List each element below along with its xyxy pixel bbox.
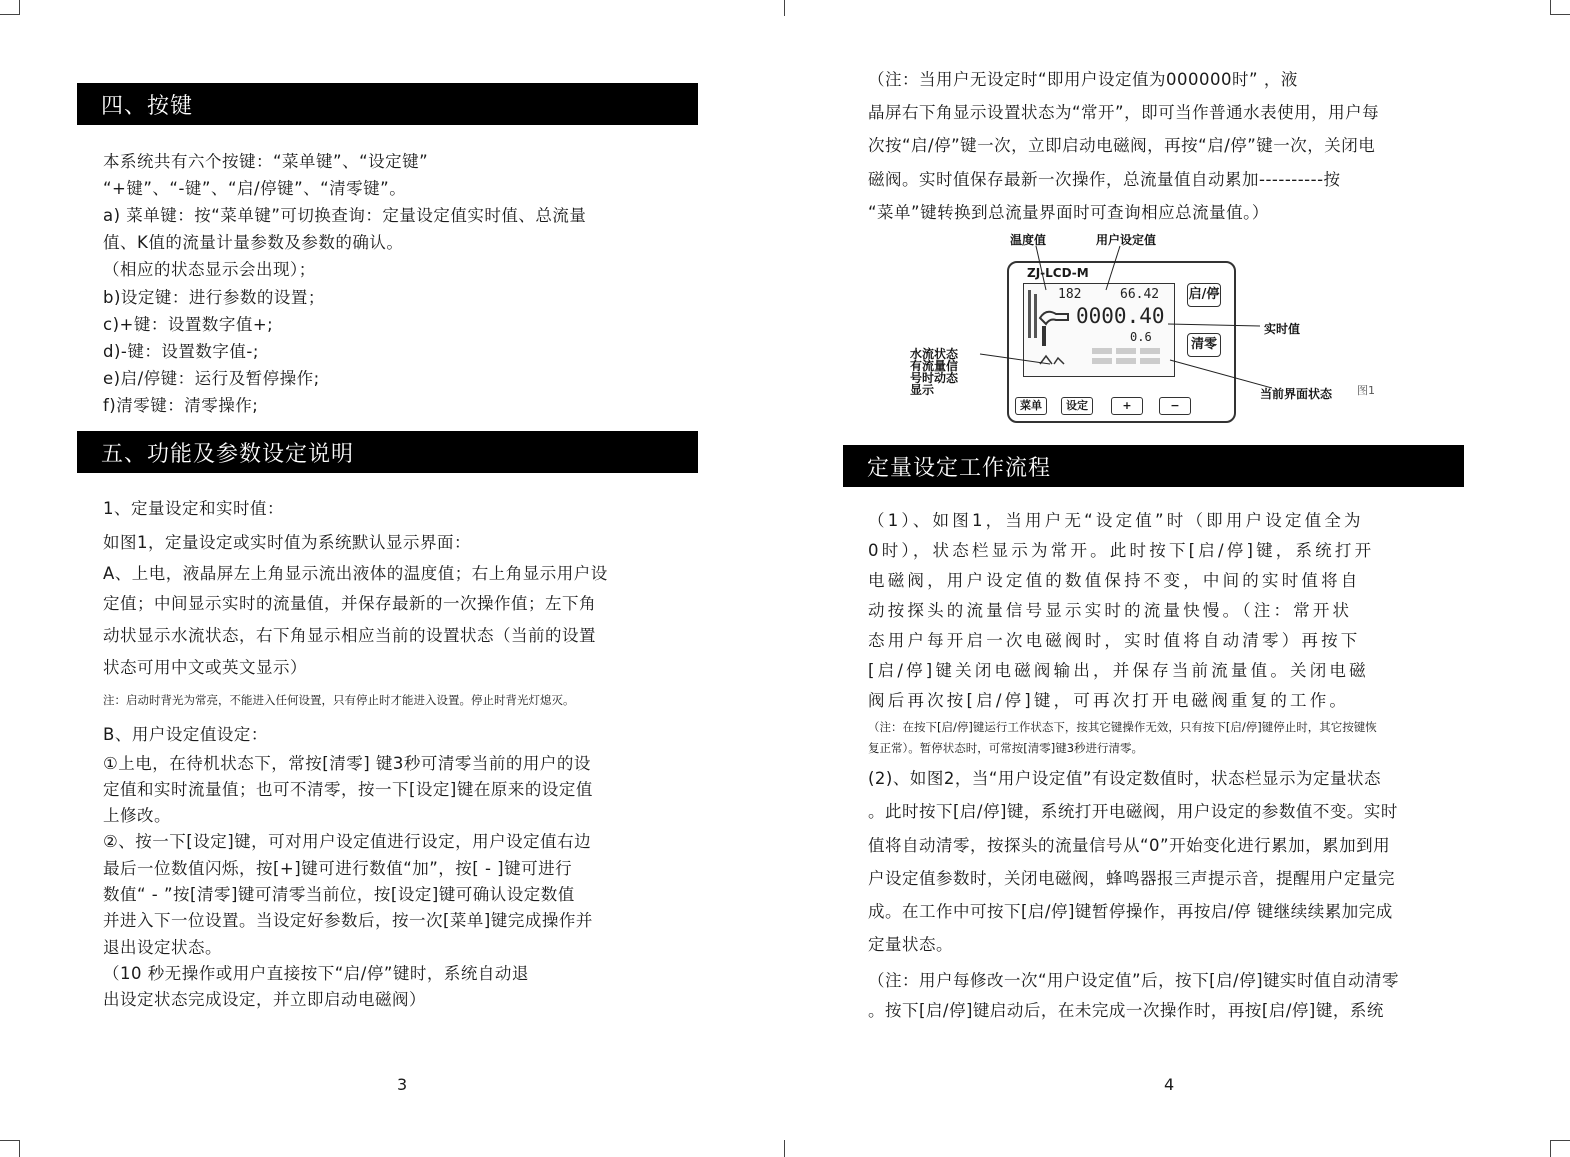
clear-button: 清零 — [1187, 333, 1221, 357]
page-right — [785, 0, 1570, 1157]
section-4-line: “+键”、“-键”、“启/停键”、“清零键”。 — [103, 179, 407, 198]
para2-line: 成。在工作中可按下[启/停]键暂停操作，再按启/停 键继续续累加完成 — [868, 902, 1393, 921]
set-button: 设定 — [1061, 397, 1093, 415]
section-4-line: c)+键：设置数字值+; — [103, 315, 274, 334]
user-set-reading: 66.42 — [1120, 287, 1160, 302]
label-temperature: 温度值 — [1010, 233, 1047, 247]
para2-line: 定量状态。 — [868, 935, 953, 954]
para1-line: 态用户每开启一次电磁阀时，实时值将自动清零）再按下 — [868, 631, 1361, 650]
minus-button: − — [1159, 397, 1191, 415]
label-flow-state: 号时动态 — [910, 371, 959, 385]
section-5-line: 动状显示水流状态，右下角显示相应当前的设置状态（当前的设置 — [103, 626, 596, 645]
intro-line: 磁阀。实时值保存最新一次操作，总流量值自动累加----------按 — [868, 170, 1341, 189]
note-line: （注：在按下[启/停]键运行工作状态下，按其它键操作无效，只有按下[启/停]键停止时，其它按键恢 — [868, 720, 1377, 734]
model-label: ZJ-LCD-M — [1027, 266, 1089, 280]
section-4-line: 值、K值的流量计量参数及参数的确认。 — [103, 233, 404, 252]
workflow-title: 定量设定工作流程 — [867, 455, 1052, 481]
label-flow-state: 显示 — [910, 383, 935, 397]
intro-line: （注：当用户无设定时“即用户设定值为000000时” ，液 — [868, 70, 1298, 89]
label-current-state: 当前界面状态 — [1260, 387, 1333, 401]
section-4-line: 本系统共有六个按键：“菜单键”、“设定键” — [103, 152, 429, 171]
intro-line: 次按“启/停”键一次，立即启动电磁阀，再按“启/停”键一次，关闭电 — [868, 136, 1376, 155]
para1-line: （1）、如图1，当用户无“设定值”时（即用户设定值全为 — [868, 511, 1364, 530]
k-reading: 0.6 — [1130, 330, 1152, 344]
section-5-line: A、上电，液晶屏左上角显示流出液体的温度值；右上角显示用户设 — [103, 564, 608, 583]
section-4-line: b)设定键：进行参数的设置； — [103, 288, 325, 307]
workflow-heading — [843, 445, 1464, 487]
section-b-line: 定值和实时流量值；也可不清零，按一下[设定]键在原来的设定值 — [103, 780, 593, 799]
note3-line: 。按下[启/停]键启动后，在未完成一次操作时，再按[启/停]键，系统 — [868, 1001, 1384, 1020]
section-5-line: 定值；中间显示实时的流量值，并保存最新的一次操作值；左下角 — [103, 594, 596, 613]
section-5-line: 状态可用中文或英文显示） — [103, 658, 307, 677]
note-backlight: 注：启动时背光为常亮，不能进入任何设置，只有停止时才能进入设置。停止时背光灯熄灭。 — [103, 693, 575, 707]
section-b-line: ①上电，在待机状态下，常按[清零] 键3秒可清零当前的用户的设 — [103, 754, 591, 773]
para1-line: 动按探头的流量信号显示实时的流量快慢。（注：常开状 — [868, 601, 1353, 620]
note-line: 复正常）。暂停状态时，可常按[清零]键3秒进行清零。 — [868, 741, 1144, 755]
section-b-line: （10 秒无操作或用户直接按下“启/停”键时，系统自动退 — [103, 964, 529, 983]
para1-line: 0时），状态栏显示为常开。此时按下[启/停]键，系统打开 — [868, 541, 1375, 560]
para1-line: 阀后再次按[启/停]键，可再次打开电磁阀重复的工作。 — [868, 691, 1350, 710]
intro-line: 晶屏右下角显示设置状态为“常开”，即可当作普通水表使用，用户每 — [868, 103, 1380, 122]
label-realtime: 实时值 — [1264, 322, 1301, 336]
temperature-reading: 182 — [1058, 287, 1082, 302]
section-b-line: B、用户设定值设定： — [103, 725, 268, 744]
para2-line: 值将自动清零，按探头的流量信号从“0”开始变化进行累加，累加到用 — [868, 836, 1391, 855]
section-4-line: e)启/停键：运行及暂停操作; — [103, 369, 320, 388]
para2-line: 。此时按下[启/停]键，系统打开电磁阀，用户设定的参数值不变。实时 — [868, 802, 1398, 821]
section-4-line: （相应的状态显示会出现）； — [103, 260, 316, 279]
realtime-reading: 0000.40 — [1076, 304, 1165, 328]
plus-button: + — [1111, 397, 1143, 415]
label-user-set-value: 用户设定值 — [1096, 233, 1157, 247]
section-4-heading — [77, 83, 698, 125]
section-b-line: 出设定状态完成设定，并立即启动电磁阀） — [103, 990, 426, 1009]
section-5-title: 五、功能及参数设定说明 — [101, 441, 355, 467]
section-5-line: 如图1，定量设定或实时值为系统默认显示界面： — [103, 533, 471, 552]
para1-line: [启/停]键关闭电磁阀输出，并保存当前流量值。关闭电磁 — [868, 661, 1369, 680]
para1-line: 电磁阀，用户设定值的数值保持不变，中间的实时值将自 — [868, 571, 1361, 590]
section-b-line: 退出设定状态。 — [103, 938, 222, 957]
section-b-line: 上修改。 — [103, 806, 171, 825]
section-b-line: 最后一位数值闪烁，按[+]键可进行数值“加”，按[ - ]键可进行 — [103, 859, 573, 878]
section-5-heading — [77, 431, 698, 473]
figure-caption: 图1 — [1357, 384, 1375, 397]
label-flow-state: 水流状态 — [910, 347, 959, 361]
menu-button: 菜单 — [1015, 397, 1047, 415]
section-b-line: ②、按一下[设定]键，可对用户设定值进行设定，用户设定值右边 — [103, 832, 592, 851]
para2-line: 户设定值参数时，关闭电磁阀，蜂鸣器报三声提示音，提醒用户定量完 — [868, 869, 1395, 888]
para2-line: (2)、如图2，当“用户设定值”有设定数值时，状态栏显示为定量状态 — [868, 769, 1381, 788]
section-5-line: 1、定量设定和实时值： — [103, 499, 284, 518]
note3-line: （注：用户每修改一次“用户设定值”后，按下[启/停]键实时值自动清零 — [868, 971, 1400, 990]
section-4-line: a) 菜单键：按“菜单键”可切换查询：定量设定值实时值、总流量 — [103, 206, 587, 225]
start-stop-button: 启/停 — [1187, 283, 1221, 307]
page-number: 3 — [397, 1075, 408, 1094]
section-b-line: 数值“ - ”按[清零]键可清零当前位，按[设定]键可确认设定数值 — [103, 885, 575, 904]
section-b-line: 并进入下一位设置。当设定好参数后，按一次[菜单]键完成操作并 — [103, 911, 593, 930]
section-4-line: f)清零键：清零操作; — [103, 396, 259, 415]
lcd-figure — [910, 228, 1390, 428]
section-4-title: 四、按键 — [101, 93, 194, 119]
intro-line: “菜单”键转换到总流量界面时可查询相应总流量值。） — [868, 203, 1269, 222]
page-number: 4 — [1164, 1075, 1175, 1094]
section-4-line: d)-键：设置数字值-; — [103, 342, 259, 361]
label-flow-state: 有流量信 — [910, 359, 959, 373]
